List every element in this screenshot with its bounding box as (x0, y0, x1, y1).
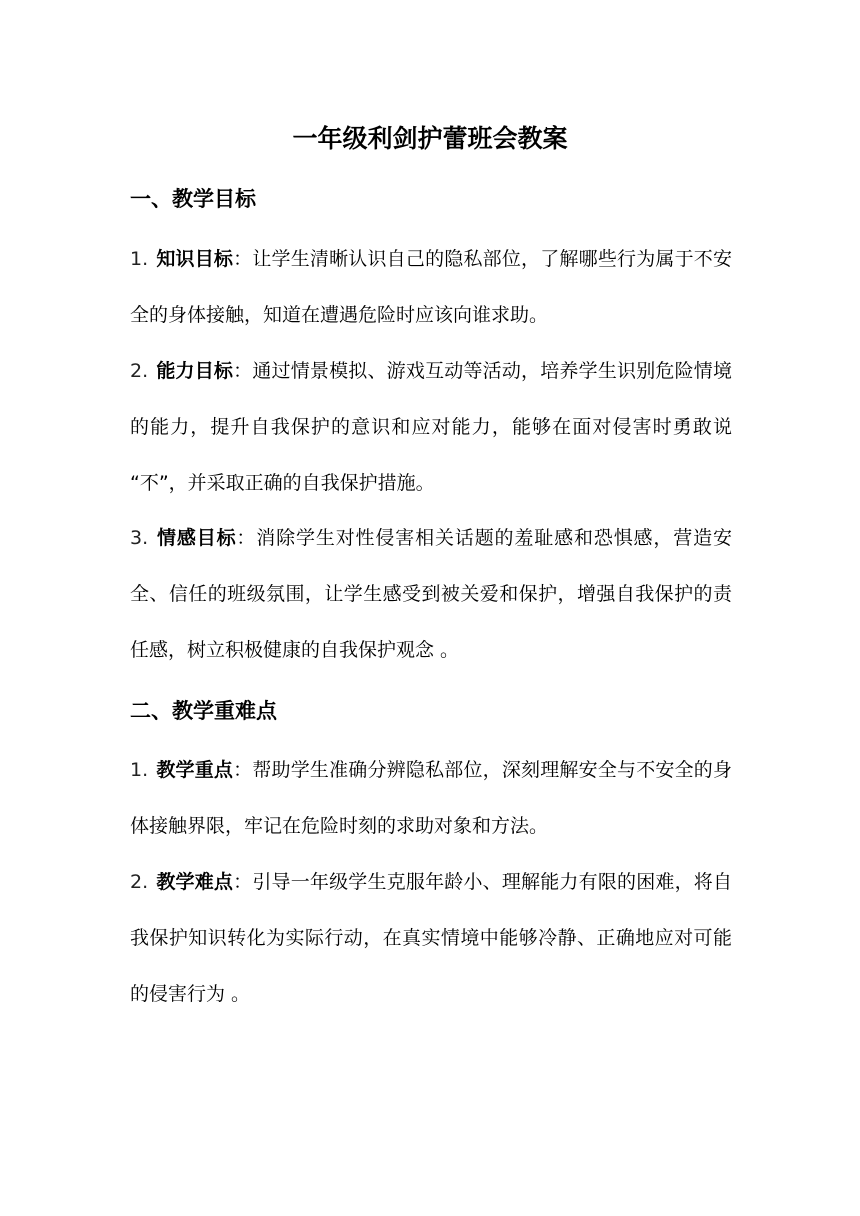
list-term: 能力目标 (156, 360, 234, 382)
document-title: 一年级利剑护蕾班会教案 (292, 124, 568, 153)
list-number: 2. (130, 871, 149, 893)
section-heading-teaching-goals: 一、教学目标 (130, 187, 256, 211)
list-number: 2. (130, 360, 149, 382)
list-item-difficult-point (130, 854, 732, 1022)
list-text: ：让学生清晰认识自己的隐私部位，了解哪些行为属于不安全的身体接触，知道在遭遇危险时应该向谁求助。 (130, 248, 732, 326)
list-text: ：消除学生对性侵害相关话题的羞耻感和恐惧感，营造安全、信任的班级氛围，让学生感受到被关爱和保护，增强自我保护的责任感，树立积极健康的自我保护观念 。 (130, 527, 732, 661)
list-number: 3. (130, 527, 149, 549)
list-item-emotion-goal (130, 510, 732, 678)
list-text: ：引导一年级学生克服年龄小、理解能力有限的困难，将自我保护知识转化为实际行动，在真实情境中能够冷静、正确地应对可能的侵害行为 。 (130, 871, 732, 1005)
list-number: 1. (130, 248, 149, 270)
list-term: 教学难点 (156, 871, 234, 893)
list-item-key-point (130, 742, 732, 854)
list-item-ability-goal (130, 343, 732, 511)
list-item-knowledge-goal (130, 231, 732, 343)
list-number: 1. (130, 759, 149, 781)
list-term: 情感目标 (156, 527, 237, 549)
list-text: ：帮助学生准确分辨隐私部位，深刻理解安全与不安全的身体接触界限，牢记在危险时刻的求助对象和方法。 (130, 759, 732, 837)
list-term: 知识目标 (156, 248, 234, 270)
list-text: ：通过情景模拟、游戏互动等活动，培养学生识别危险情境的能力，提升自我保护的意识和应对能力，能够在面对侵害时勇敢说 “不”，并采取正确的自我保护措施。 (130, 360, 732, 494)
section-heading-key-difficult-points: 二、教学重难点 (130, 699, 277, 723)
list-term: 教学重点 (156, 759, 234, 781)
